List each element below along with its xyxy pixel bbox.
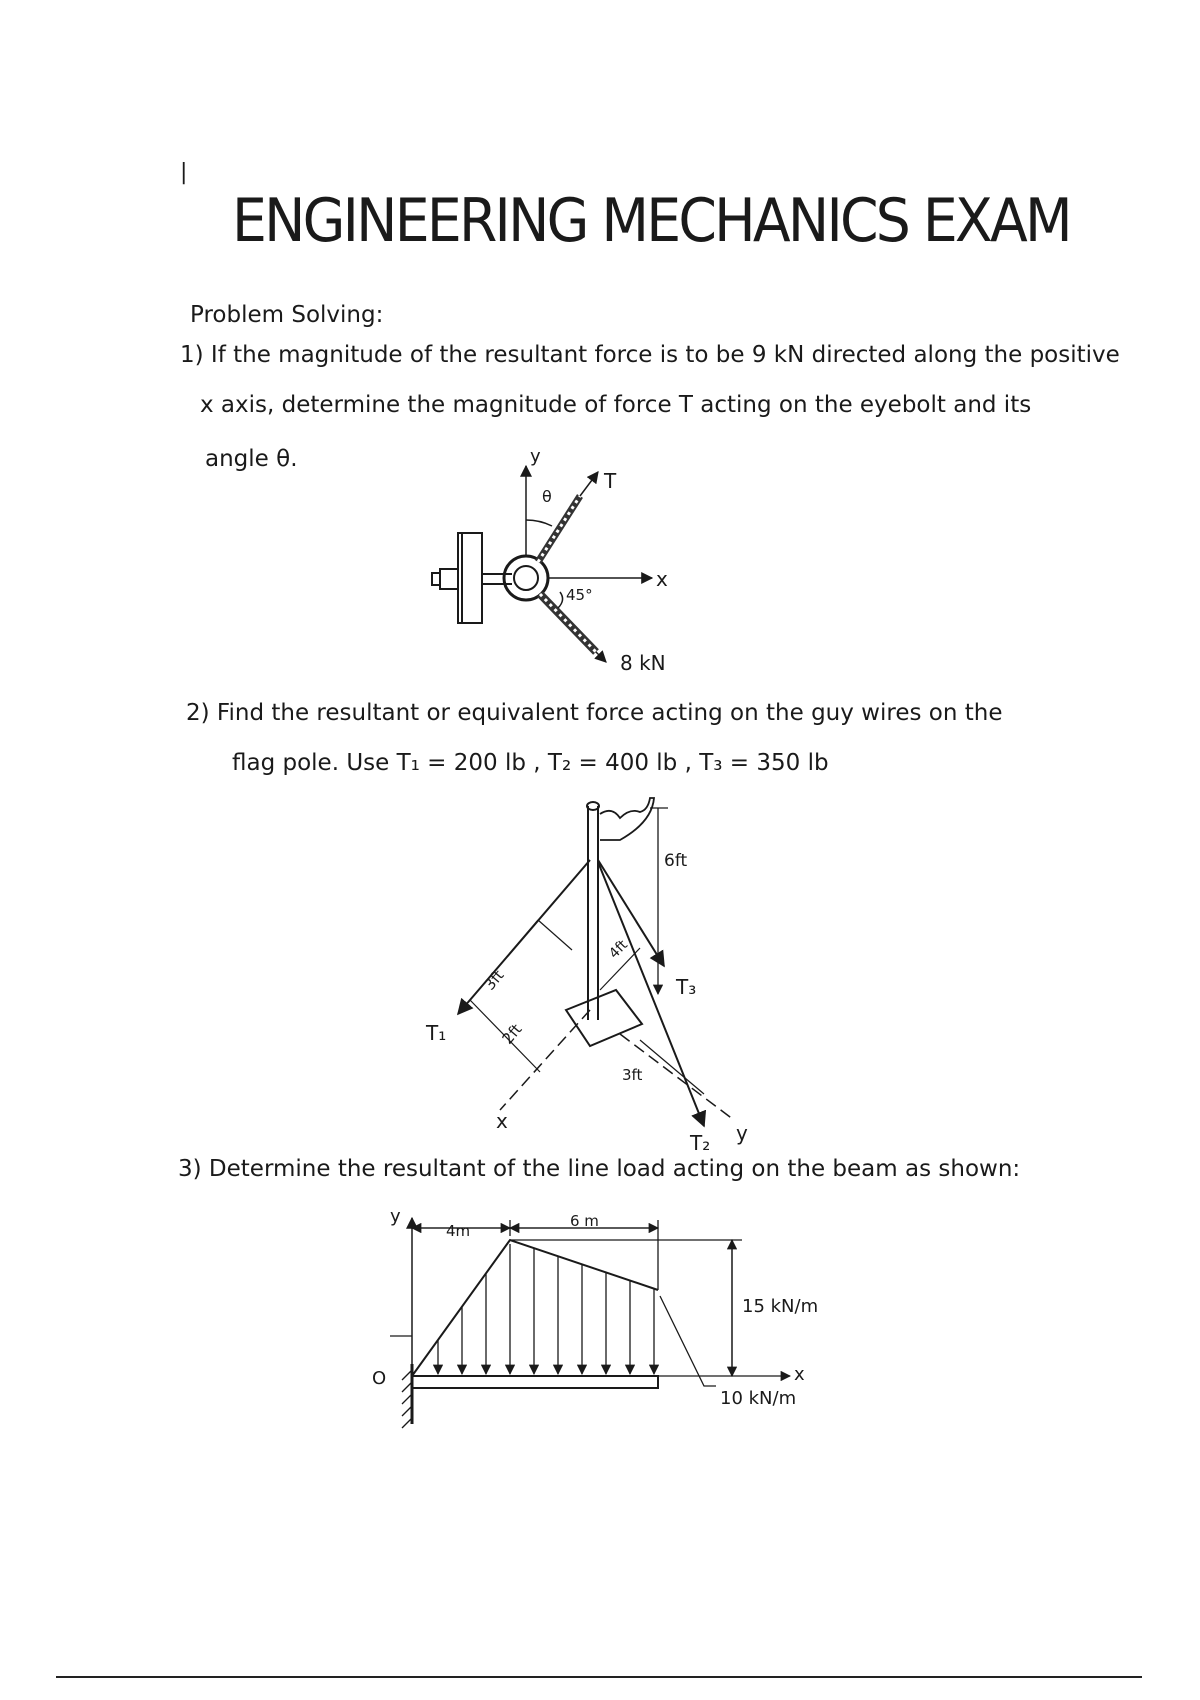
problem-1-text-line-3: angle θ. <box>205 446 298 472</box>
load-profile <box>412 1240 658 1376</box>
fig3-y-label: y <box>390 1206 401 1227</box>
section-heading: Problem Solving: <box>190 302 384 328</box>
problem-3-text-line-1: 3) Determine the resultant of the line load acting on the beam as shown: <box>178 1156 1021 1182</box>
force-8kn-arrow <box>596 652 606 662</box>
footer-rule <box>56 1676 1142 1678</box>
beam <box>412 1376 658 1388</box>
fig2-height-label: 6ft <box>664 851 688 871</box>
page-mark: | <box>180 160 188 185</box>
flag <box>600 798 654 840</box>
fig2-T2-label: T₂ <box>690 1131 711 1155</box>
fig3-peak-load: 15 kN/m <box>742 1296 819 1317</box>
fig1-T-label: T <box>604 469 617 493</box>
fig1-force-label: 8 kN <box>620 651 666 675</box>
fig2-dim-2ft: 2ft <box>498 1020 526 1048</box>
bolt-nut <box>440 569 458 589</box>
problem-1-text-line-1: 1) If the magnitude of the resultant force is to be 9 kN directed along the positive <box>180 342 1120 368</box>
fig2-dim-3ft-b: 3ft <box>622 1066 643 1084</box>
problem-2-figure <box>458 798 734 1126</box>
fig2-T3-label: T₃ <box>676 975 697 999</box>
fig2-T1-label: T₁ <box>426 1021 447 1045</box>
force-T-arrow <box>580 472 598 496</box>
theta-arc <box>526 520 552 526</box>
fig1-theta-label: θ <box>542 487 552 506</box>
problem-2-text-line-2: flag pole. Use T₁ = 200 lb , T₂ = 400 lb , T₃ = 350 lb <box>232 750 829 776</box>
fig2-x-label: x <box>496 1109 508 1133</box>
fig2-dim-4ft: 4ft <box>606 937 631 962</box>
base-plate <box>566 990 642 1046</box>
fig3-span-1: 4m <box>446 1222 471 1240</box>
fig3-end-load: 10 kN/m <box>720 1388 797 1409</box>
fig3-x-label: x <box>794 1364 805 1385</box>
fig2-y-label: y <box>736 1121 748 1145</box>
angle-45-arc <box>558 592 563 608</box>
fig1-angle-label: 45° <box>566 586 593 604</box>
fig1-x-label: x <box>656 567 668 591</box>
problem-2-text-line-1: 2) Find the resultant or equivalent force acting on the guy wires on the <box>186 700 1003 726</box>
page-title: ENGINEERING MECHANICS EXAM <box>232 186 1070 256</box>
problem-1-text-line-2: x axis, determine the magnitude of force T acting on the eyebolt and its <box>200 392 1032 418</box>
fig3-origin-label: O <box>372 1368 387 1389</box>
fig1-y-label: y <box>530 446 541 467</box>
fig3-span-2: 6 m <box>570 1212 599 1230</box>
fig2-dim-3ft: 3ft <box>480 966 508 994</box>
